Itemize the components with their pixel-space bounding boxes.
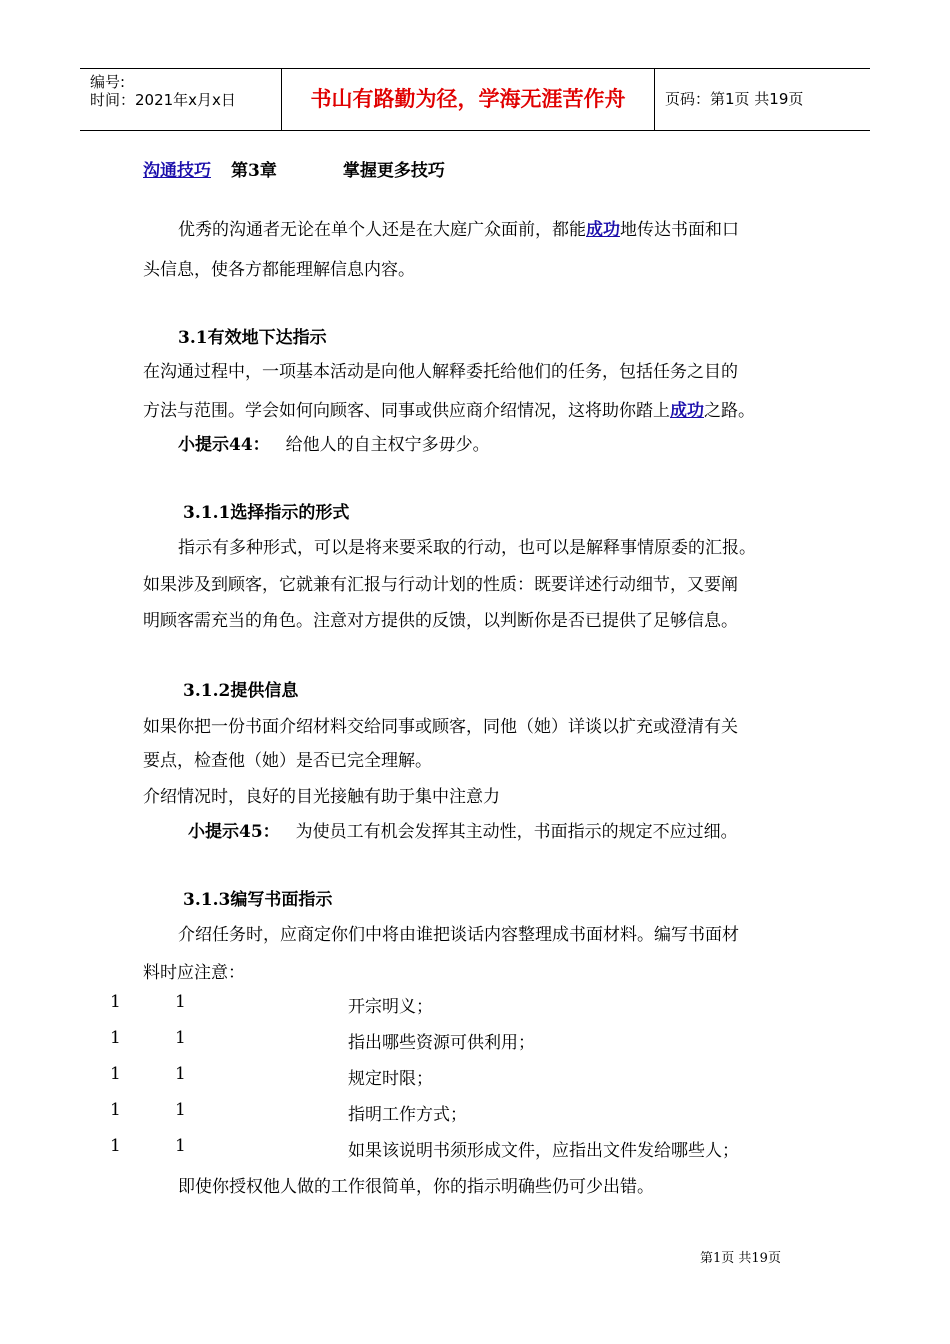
section-3-1-3-heading: 3.1.3编写书面指示: [183, 890, 333, 910]
s31-para-line-1: 在沟通过程中，一项基本活动是向他人解释委托给他们的任务，包括任务之目的: [143, 362, 738, 382]
serial-label: 编号:: [90, 73, 126, 91]
section-3-1-heading: 3.1有效地下达指示: [178, 328, 327, 348]
success-link-1[interactable]: 成功: [586, 220, 620, 240]
doc-title: [143, 156, 445, 181]
header-motto: 书山有路勤为径，学海无涯苦作舟: [282, 69, 655, 130]
s31-text-post: 之路。: [704, 401, 755, 421]
header-meta-cell: [80, 69, 282, 130]
tip-44: [178, 430, 490, 455]
list-item: 规定时限；: [348, 1069, 433, 1089]
s31-text: 方法与范围。学会如何向顾客、同事或供应商介绍情况，这将助你踏上: [143, 401, 670, 421]
s312-para-line-2: 要点，检查他（她）是否已完全理解。: [143, 751, 432, 771]
s312-para-line-3: 介绍情况时，良好的目光接触有助于集中注意力: [143, 787, 500, 807]
page-header: [80, 68, 870, 131]
chapter-name: 掌握更多技巧: [342, 161, 445, 181]
list-item: 指明工作方式；: [348, 1105, 467, 1125]
tip-45: [188, 817, 738, 842]
s311-para-line-1: 指示有多种形式，可以是将来要采取的行动，也可以是解释事情原委的汇报。: [178, 538, 756, 558]
list-item-bullet-a: 1: [110, 1100, 121, 1120]
list-item: 如果该说明书须形成文件，应指出文件发给哪些人；: [348, 1141, 739, 1161]
section-3-1-1-heading: 3.1.1选择指示的形式: [183, 503, 350, 523]
title-link[interactable]: 沟通技巧: [143, 161, 211, 181]
list-item-bullet-b: 1: [175, 1028, 186, 1048]
tip-45-text: 为使员工有机会发挥其主动性，书面指示的规定不应过细。: [295, 822, 738, 842]
intro-text-post: 地传达书面和口: [620, 220, 739, 240]
list-item-bullet-a: 1: [110, 992, 121, 1012]
s311-para-line-2: 如果涉及到顾客，它就兼有汇报与行动计划的性质：既要详述行动细节，又要阐: [143, 575, 738, 595]
tip-45-label: 小提示45：: [188, 822, 280, 842]
success-link-2[interactable]: 成功: [670, 401, 704, 421]
intro-text: 优秀的沟通者无论在单个人还是在大庭广众面前，都能: [178, 220, 586, 240]
list-item-bullet-b: 1: [175, 1064, 186, 1084]
s313-para-line-2: 料时应注意：: [143, 963, 245, 983]
s313-para-line-1: 介绍任务时，应商定你们中将由谁把谈话内容整理成书面材料。编写书面材: [178, 925, 739, 945]
list-item: 指出哪些资源可供利用；: [348, 1033, 535, 1053]
date-line: 时间：2021年x月x日: [90, 91, 236, 109]
list-item-bullet-a: 1: [110, 1064, 121, 1084]
section-3-1-2-heading: 3.1.2提供信息: [183, 681, 299, 701]
tip-44-text: 给他人的自主权宁多毋少。: [285, 435, 490, 455]
list-item-bullet-b: 1: [175, 992, 186, 1012]
intro-line-1: [178, 215, 739, 240]
list-item: 开宗明义；: [348, 997, 433, 1017]
s313-closing: 即使你授权他人做的工作很简单，你的指示明确些仍可少出错。: [178, 1177, 654, 1197]
header-page-info: 页码：第1页 共19页: [665, 90, 804, 108]
intro-line-2: 头信息，使各方都能理解信息内容。: [143, 260, 415, 280]
list-item-bullet-a: 1: [110, 1028, 121, 1048]
list-item-bullet-a: 1: [110, 1136, 121, 1156]
list-item-bullet-b: 1: [175, 1100, 186, 1120]
list-item-bullet-b: 1: [175, 1136, 186, 1156]
page-footer: 第1页 共19页: [700, 1251, 781, 1266]
s312-para-line-1: 如果你把一份书面介绍材料交给同事或顾客，同他（她）详谈以扩充或澄清有关: [143, 717, 738, 737]
chapter-label: 第3章: [231, 161, 277, 181]
s31-para-line-2: [143, 396, 755, 421]
s311-para-line-3: 明顾客需充当的角色。注意对方提供的反馈，以判断你是否已提供了足够信息。: [143, 611, 738, 631]
tip-44-label: 小提示44：: [178, 435, 270, 455]
